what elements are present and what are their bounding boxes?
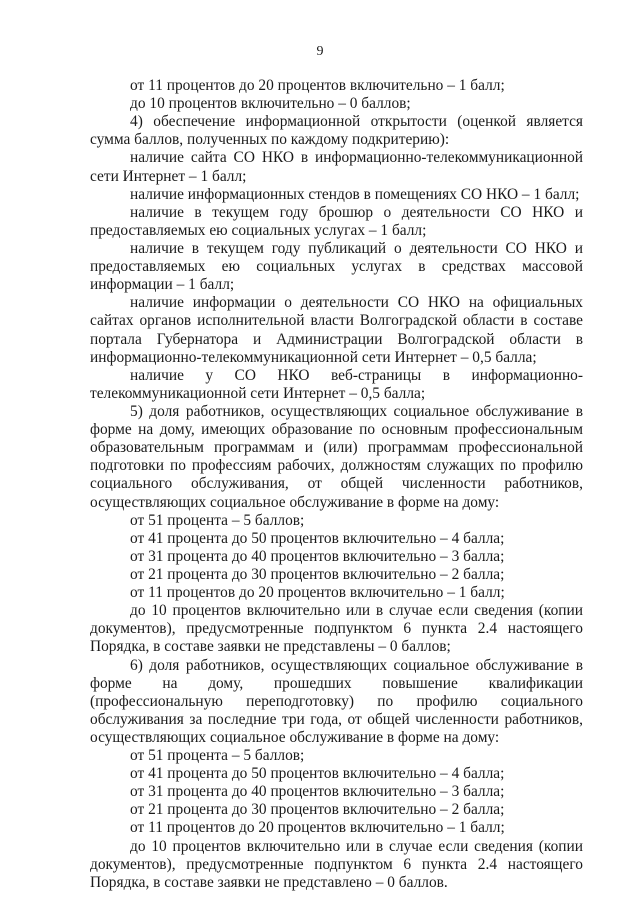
paragraph-criterion-6-heading: 6) доля работников, осуществляющих социальное обслуживание в форме на дому, прошедших повышение квалификации (профессиональную переподготовку) по профилю социального обслуживания за последние три года, от общей численности работников, осуществляющих социальное обслуживание в форме на дому: xyxy=(90,656,583,746)
paragraph-criterion-4-score-1: от 11 процентов до 20 процентов включительно – 1 балл; xyxy=(130,77,505,94)
paragraph-criterion-6-score-5: от 51 процента – 5 баллов; xyxy=(130,747,305,765)
page-number: 9 xyxy=(316,44,324,59)
paragraph-info-stands: наличие информационных стендов в помещениях СО НКО – 1 балл; xyxy=(130,185,580,203)
paragraph-criterion-6-score-1: от 11 процентов до 20 процентов включительно – 1 балл; xyxy=(130,819,505,837)
paragraph-media-publications: наличие в текущем году публикаций о деятельности СО НКО и предоставляемых ею социальных услугах в средствах массовой информации – 1 балл; xyxy=(90,239,583,294)
paragraph-criterion-6-score-2: от 21 процента до 30 процентов включительно – 2 балла; xyxy=(130,801,505,819)
paragraph-criterion-6-score-3: от 31 процента до 40 процентов включительно – 3 балла; xyxy=(130,783,505,801)
paragraph-criterion-5-score-5: от 51 процента – 5 баллов; xyxy=(130,511,305,529)
paragraph-criterion-5-score-2: от 21 процента до 30 процентов включительно – 2 балла; xyxy=(130,565,505,583)
paragraph-web-page: наличие у СО НКО веб-страницы в информационно-телекоммуникационной сети Интернет – 0,5 балла; xyxy=(90,366,583,402)
paragraph-criterion-6-score-0: до 10 процентов включительно или в случае если сведения (копии документов), предусмотренные подпунктом 6 пункта 2.4 настоящего Порядка, в составе заявки не представлено – 0 баллов. xyxy=(90,837,583,891)
paragraph-criterion-4-score-0: до 10 процентов включительно – 0 баллов; xyxy=(130,95,411,113)
paragraph-criterion-5-score-3: от 31 процента до 40 процентов включительно – 3 балла; xyxy=(130,547,505,565)
paragraph-criterion-5-score-4: от 41 процента до 50 процентов включительно – 4 балла; xyxy=(130,529,505,547)
paragraph-criterion-5-score-0: до 10 процентов включительно или в случае если сведения (копии документов), предусмотренные подпунктом 6 пункта 2.4 настоящего Порядка, в составе заявки не представлены – 0 баллов; xyxy=(90,602,583,656)
paragraph-brochures: наличие в текущем году брошюр о деятельности СО НКО и предоставляемых ею социальных услугах – 1 балл; xyxy=(90,203,583,239)
paragraph-criterion-5-score-1: от 11 процентов до 20 процентов включительно – 1 балл; xyxy=(130,584,505,602)
paragraph-criterion-4-heading: 4) обеспечение информационной открытости (оценкой является сумма баллов, полученных по каждому подкритерию): xyxy=(90,113,583,149)
paragraph-website: наличие сайта СО НКО в информационно-телекоммуникационной сети Интернет – 1 балл; xyxy=(90,149,583,185)
paragraph-official-sites: наличие информации о деятельности СО НКО на официальных сайтах органов исполнительной власти Волгоградской области в составе портала Губернатора и Администрации Волгоградской области в информационно-телекоммуникационной сети Интернет – 0,5 балла; xyxy=(90,294,583,366)
document-body xyxy=(90,77,583,892)
paragraph-criterion-6-score-4: от 41 процента до 50 процентов включительно – 4 балла; xyxy=(130,765,505,783)
paragraph-criterion-5-heading: 5) доля работников, осуществляющих социальное обслуживание в форме на дому, имеющих образование по основным профессиональным образовательным программам и (или) программам профессиональной подготовки по профессиям рабочих, должностям служащих по профилю социального обслуживания, от общей численности работников, осуществляющих социальное обслуживание в форме на дому: xyxy=(90,402,583,511)
